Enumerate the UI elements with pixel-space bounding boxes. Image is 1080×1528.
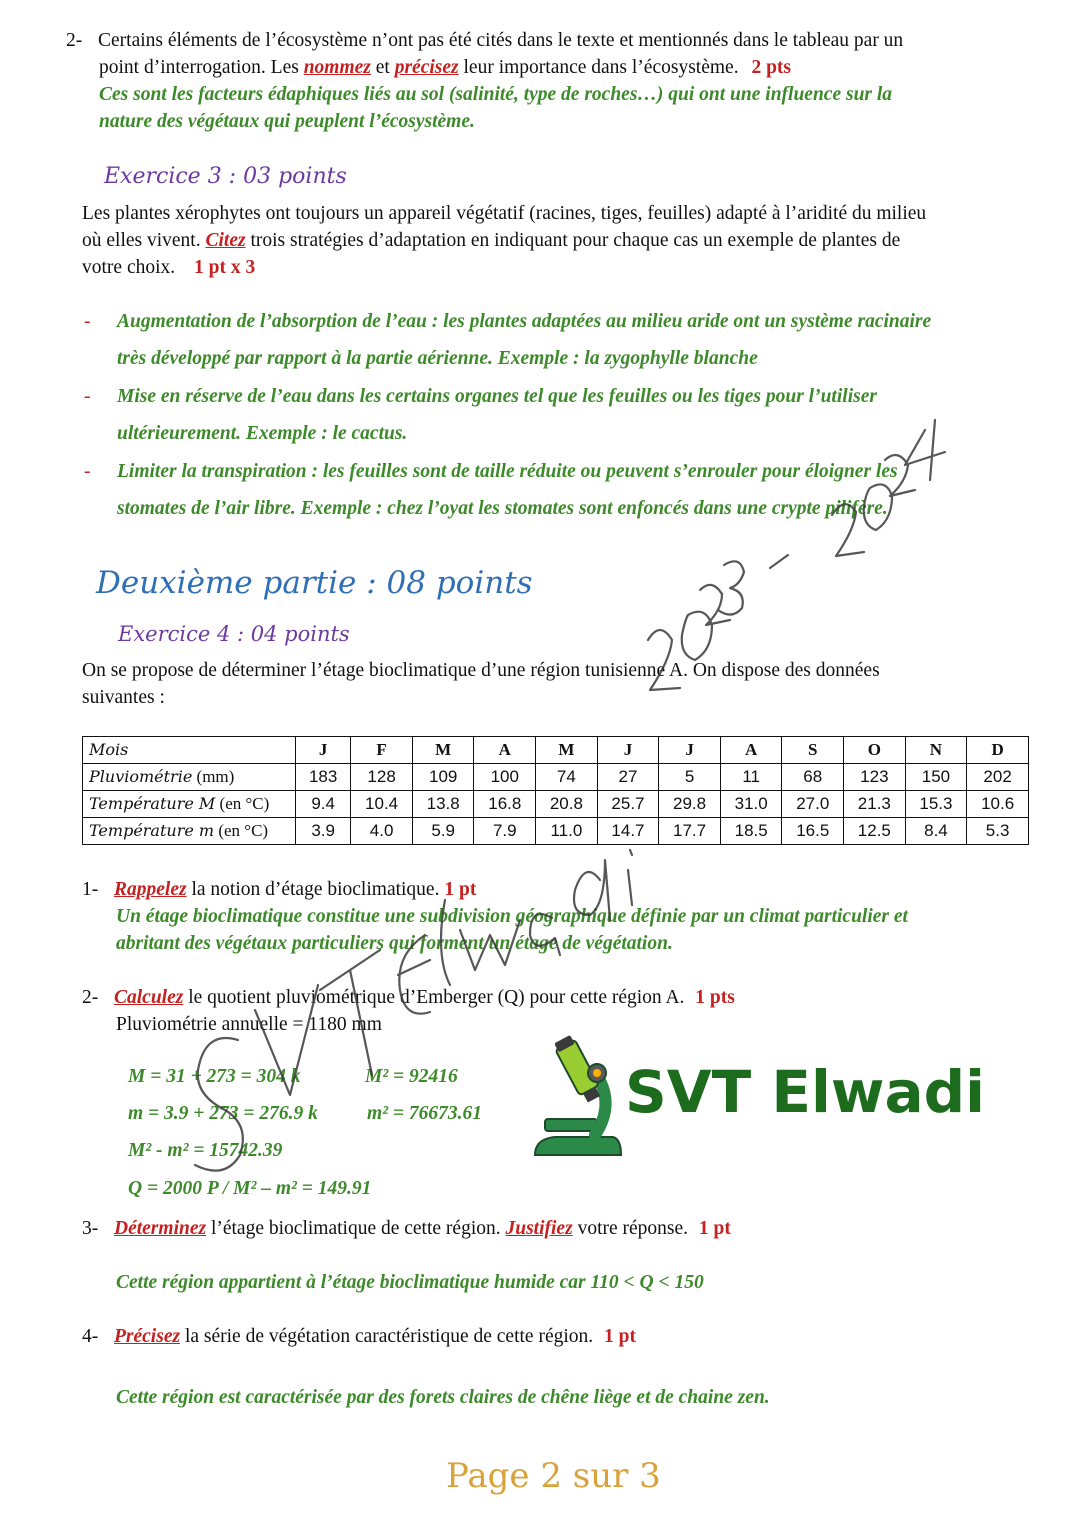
month-cell: O	[844, 737, 906, 764]
pluvio-cell: 183	[296, 764, 351, 791]
tmax-unit: (en °C)	[219, 794, 270, 813]
bullet-dash-1: -	[84, 311, 91, 332]
tmin-cell: 12.5	[844, 818, 906, 845]
tmin-cell: 5.3	[967, 818, 1029, 845]
ex4-q1-answer-2: abritant des végétaux particuliers qui forment un étage de végétation.	[116, 933, 673, 954]
exercise-3-title: Exercice 3 : 03 points	[104, 164, 347, 189]
ex3-statement-3: votre choix. 1 pt x 3	[82, 257, 256, 278]
tmin-label: Température m	[89, 821, 215, 840]
month-cell: N	[905, 737, 967, 764]
ex3-answer-1a: Augmentation de l’absorption de l’eau : les plantes adaptées au milieu aride ont un système racinaire	[117, 311, 932, 332]
ex4-q2: 2- Calculez le quotient pluviométrique d’Emberger (Q) pour cette région A. 1 pts	[82, 987, 735, 1008]
pluvio-cell: 202	[967, 764, 1029, 791]
pluvio-cell: 128	[351, 764, 413, 791]
pluvio-cell: 100	[474, 764, 536, 791]
pluvio-cell: 109	[412, 764, 474, 791]
month-cell: F	[351, 737, 413, 764]
table-row-months	[83, 737, 1029, 764]
table-row-tmax	[83, 791, 1029, 818]
pluvio-cell: 150	[905, 764, 967, 791]
tmin-cell: 17.7	[659, 818, 721, 845]
month-cell: M	[412, 737, 474, 764]
tmin-cell: 7.9	[474, 818, 536, 845]
month-cell: D	[967, 737, 1029, 764]
bullet-dash-2: -	[84, 386, 91, 407]
tmax-cell: 20.8	[536, 791, 598, 818]
month-cell: J	[597, 737, 659, 764]
ex4-intro-2: suivantes :	[82, 687, 165, 708]
month-cell: J	[659, 737, 721, 764]
ex4-q2-given: Pluviométrie annuelle = 1180 mm	[116, 1014, 382, 1035]
part-2-title: Deuxième partie : 08 points	[96, 565, 533, 601]
ex3-answer-1b: très développé par rapport à la partie aérienne. Exemple : la zygophylle blanche	[117, 348, 758, 369]
table-row-tmin	[83, 818, 1029, 845]
pluvio-cell: 5	[659, 764, 721, 791]
mois-label: Mois	[89, 740, 129, 759]
exercise-4-title: Exercice 4 : 04 points	[118, 622, 350, 646]
month-cell: J	[296, 737, 351, 764]
formula-m2: m² = 76673.61	[367, 1103, 483, 1124]
ex4-q3: 3- Déterminez l’étage bioclimatique de cette région. Justifiez votre réponse. 1 pt	[82, 1218, 731, 1239]
tmin-cell: 16.5	[782, 818, 844, 845]
ex4-q1: 1- Rappelez la notion d’étage bioclimatique. 1 pt	[82, 879, 477, 900]
ex4-q4: 4- Précisez la série de végétation caractéristique de cette région. 1 pt	[82, 1326, 636, 1347]
tmax-cell: 29.8	[659, 791, 721, 818]
tmax-cell: 25.7	[597, 791, 659, 818]
formula-m: m = 3.9 + 273 = 276.9 k	[128, 1103, 318, 1124]
formula-M: M = 31 + 273 = 304 k	[128, 1066, 301, 1087]
tmax-cell: 21.3	[844, 791, 906, 818]
tmin-cell: 8.4	[905, 818, 967, 845]
pluvio-cell: 68	[782, 764, 844, 791]
tmin-cell: 18.5	[720, 818, 782, 845]
ex3-answer-2b: ultérieurement. Exemple : le cactus.	[117, 423, 408, 444]
tmax-cell: 9.4	[296, 791, 351, 818]
tmax-cell: 10.6	[967, 791, 1029, 818]
month-cell: A	[720, 737, 782, 764]
ex4-q1-answer-1: Un étage bioclimatique constitue une subdivision géographique définie par un climat particulier et	[116, 906, 908, 927]
pluvio-cell: 27	[597, 764, 659, 791]
pluvio-cell: 74	[536, 764, 598, 791]
ex4-q4-answer: Cette région est caractérisée par des forets claires de chêne liège et de chaine zen.	[116, 1387, 770, 1408]
ex3-answer-3a: Limiter la transpiration : les feuilles sont de taille réduite ou peuvent s’enrouler pour éloigner les	[117, 461, 898, 482]
month-cell: S	[782, 737, 844, 764]
q2-answer-line-1: Ces sont les facteurs édaphiques liés au sol (salinité, type de roches…) qui ont une influence sur la	[99, 84, 893, 105]
page-number: Page 2 sur 3	[446, 1456, 661, 1496]
pluvio-label: Pluviométrie	[89, 767, 193, 786]
pluvio-unit: (mm)	[196, 767, 235, 786]
bullet-dash-3: -	[84, 461, 91, 482]
pluvio-cell: 11	[720, 764, 782, 791]
climate-data-table	[82, 736, 1029, 845]
table-row-pluviometrie	[83, 764, 1029, 791]
formula-Q: Q = 2000 P / M² – m² = 149.91	[128, 1178, 372, 1199]
tmax-cell: 16.8	[474, 791, 536, 818]
ex3-answer-3b: stomates de l’air libre. Exemple : chez l’oyat les stomates sont enfoncés dans une crypte pilifère.	[117, 498, 888, 519]
formula-diff: M² - m² = 15742.39	[128, 1140, 283, 1161]
q2-answer-line-2: nature des végétaux qui peuplent l’écosystème.	[99, 111, 475, 132]
tmax-cell: 31.0	[720, 791, 782, 818]
formula-M2: M² = 92416	[365, 1066, 458, 1087]
tmin-unit: (en °C)	[218, 821, 269, 840]
tmin-cell: 5.9	[412, 818, 474, 845]
tmin-cell: 14.7	[597, 818, 659, 845]
tmax-cell: 27.0	[782, 791, 844, 818]
ex3-statement-1: Les plantes xérophytes ont toujours un appareil végétatif (racines, tiges, feuilles) adapté à l’aridité du milieu	[82, 203, 927, 224]
ex3-answer-2a: Mise en réserve de l’eau dans les certains organes tel que les feuilles ou les tiges pour l’utiliser	[117, 386, 877, 407]
tmin-cell: 4.0	[351, 818, 413, 845]
tmax-cell: 15.3	[905, 791, 967, 818]
logo-text: SVT Elwadi	[625, 1058, 986, 1126]
q2-line-1: 2- Certains éléments de l’écosystème n’ont pas été cités dans le texte et mentionnés dans le tableau par un	[66, 30, 904, 51]
ex4-q3-answer: Cette région appartient à l’étage bioclimatique humide car 110 < Q < 150	[116, 1272, 704, 1293]
tmax-label: Température M	[89, 794, 216, 813]
month-cell: A	[474, 737, 536, 764]
tmin-cell: 11.0	[536, 818, 598, 845]
tmax-cell: 10.4	[351, 791, 413, 818]
microscope-icon	[525, 1035, 625, 1160]
ex4-intro-1: On se propose de déterminer l’étage bioclimatique d’une région tunisienne A. On dispose des données	[82, 660, 880, 681]
pluvio-cell: 123	[844, 764, 906, 791]
q2-line-2: point d’interrogation. Les nommez et précisez leur importance dans l’écosystème. 2 pts	[99, 57, 792, 78]
tmin-cell: 3.9	[296, 818, 351, 845]
tmax-cell: 13.8	[412, 791, 474, 818]
month-cell: M	[536, 737, 598, 764]
ex3-statement-2: où elles vivent. Citez trois stratégies d’adaptation en indiquant pour chaque cas un exemple de plantes de	[82, 230, 901, 251]
